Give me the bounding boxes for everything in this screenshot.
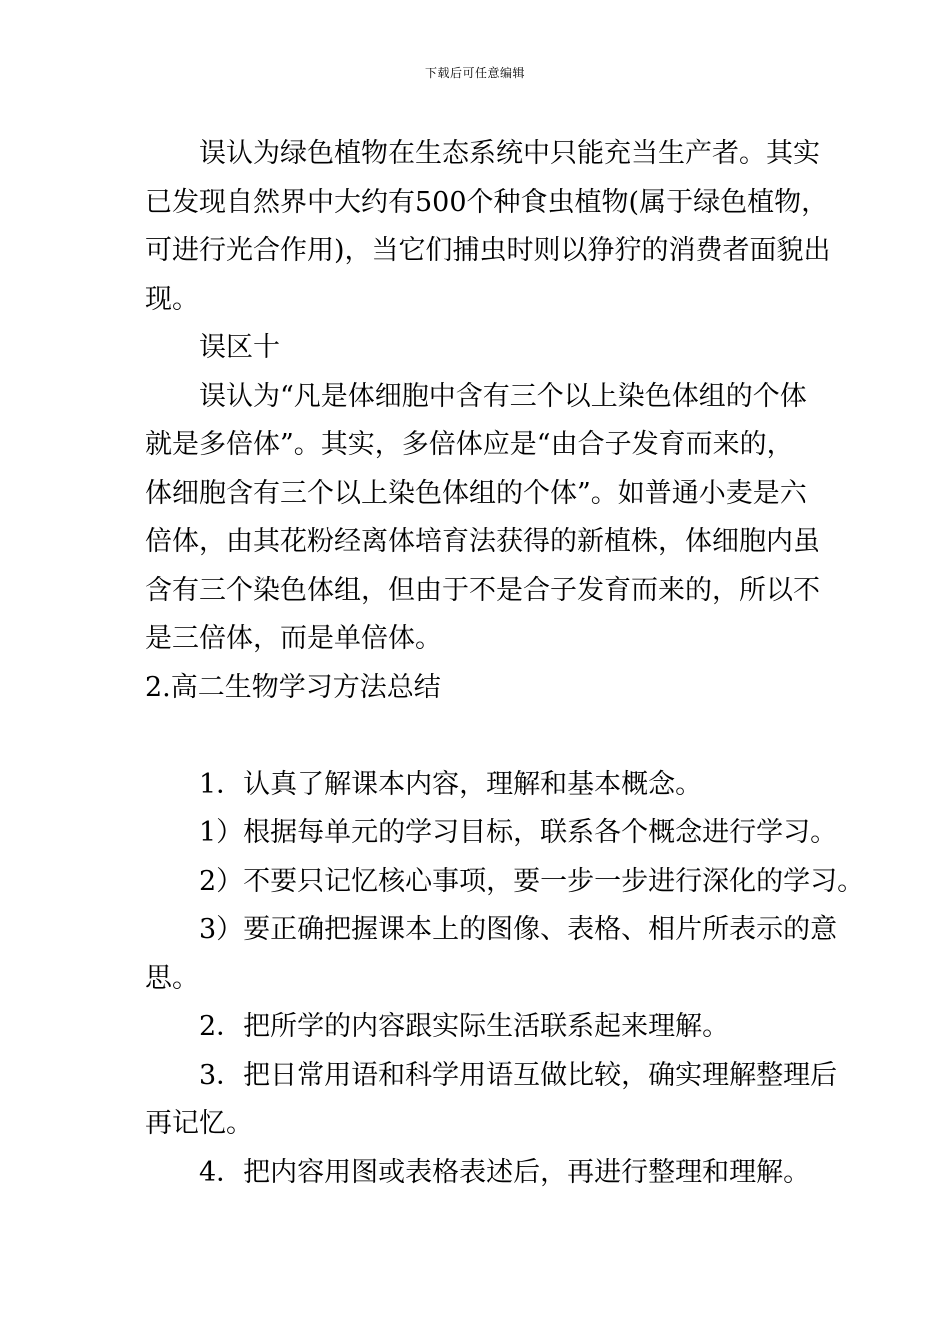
list-item-continuation: 思。 <box>145 962 199 994</box>
paragraph-line: 倍体，由其花粉经离体培育法获得的新植株，体细胞内虽 <box>145 526 820 557</box>
paragraph-line: 现。 <box>145 283 199 315</box>
list-item: 4．把内容用图或表格表述后，再进行整理和理解。 <box>199 1156 811 1188</box>
paragraph-line: 已发现自然界中大约有500个种食虫植物(属于绿色植物， <box>145 186 829 218</box>
list-item: 2）不要只记忆核心事项，要一步一步进行深化的学习。 <box>199 865 865 897</box>
paragraph-line: 误认为绿色植物在生态系统中只能充当生产者。其实 <box>199 138 820 169</box>
page-header-note: 下载后可任意编辑 <box>424 66 525 80</box>
list-item: 3．把日常用语和科学用语互做比较，确实理解整理后 <box>199 1059 838 1091</box>
list-item: 2．把所学的内容跟实际生活联系起来理解。 <box>199 1011 730 1042</box>
paragraph-line: 是三倍体，而是单倍体。 <box>145 623 442 654</box>
document-body <box>145 130 865 1197</box>
paragraph-line: 含有三个染色体组，但由于不是合子发育而来的，所以不 <box>145 574 820 606</box>
paragraph-line: 误认为“凡是体细胞中含有三个以上染色体组的个体 <box>199 380 807 412</box>
section-title: 2.高二生物学习方法总结 <box>145 671 441 703</box>
list-item-continuation: 再记忆。 <box>145 1108 253 1139</box>
list-item: 3）要正确把握课本上的图像、表格、相片所表示的意 <box>199 914 838 945</box>
paragraph-line: 体细胞含有三个以上染色体组的个体”。如普通小麦是六 <box>145 477 807 509</box>
list-item: 1）根据每单元的学习目标，联系各个概念进行学习。 <box>199 817 838 848</box>
blank-line <box>145 712 807 761</box>
list-item: 1．认真了解课本内容，理解和基本概念。 <box>199 768 703 800</box>
section-heading: 误区十 <box>199 332 280 363</box>
paragraph-line: 可进行光合作用)，当它们捕虫时则以狰狞的消费者面貌出 <box>145 235 831 266</box>
paragraph-line: 就是多倍体”。其实，多倍体应是“由合子发育而来的， <box>145 429 794 460</box>
